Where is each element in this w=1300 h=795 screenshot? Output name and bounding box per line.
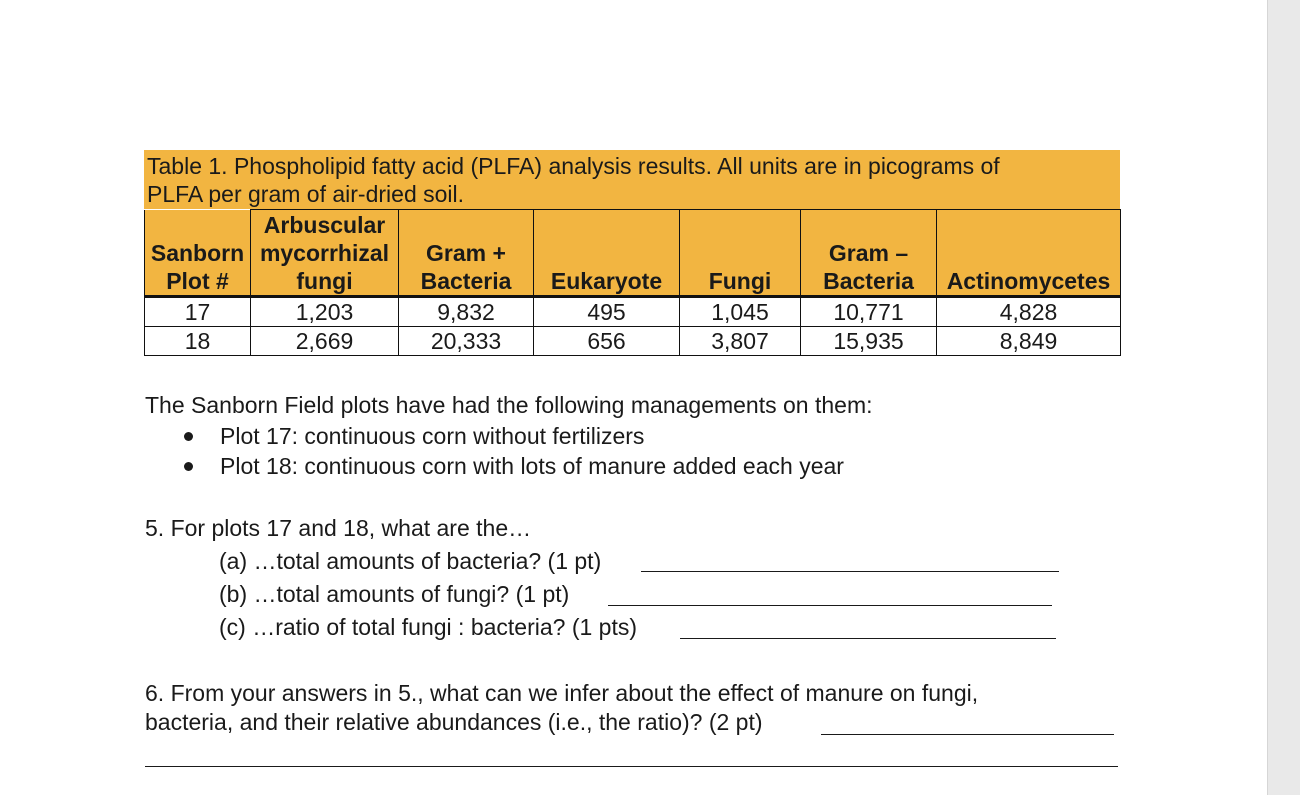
table-header-row — [145, 210, 1121, 297]
answer-6-blank-1[interactable] — [821, 734, 1114, 735]
plfa-table-block — [144, 150, 1120, 356]
table-row — [145, 297, 1121, 327]
header-eukaryote: Eukaryote — [534, 210, 680, 297]
question-6-line-1: 6. From your answers in 5., what can we infer about the effect of manure on fungi, — [145, 680, 979, 706]
cell-eukaryote: 495 — [534, 297, 680, 327]
question-5c: (c) …ratio of total fungi : bacteria? (1 pts) — [219, 614, 638, 640]
bullet-icon — [184, 462, 193, 471]
header-fungi: Fungi — [680, 210, 801, 297]
question-5b: (b) …total amounts of fungi? (1 pt) — [219, 581, 570, 607]
answer-5a-blank[interactable] — [641, 571, 1059, 572]
cell-actinomycetes: 4,828 — [937, 297, 1121, 327]
cell-gram-positive: 20,333 — [399, 327, 534, 356]
header-gram-negative: Gram – Bacteria — [801, 210, 937, 297]
answer-5b-blank[interactable] — [608, 605, 1052, 606]
caption-line-1: Table 1. Phospholipid fatty acid (PLFA) analysis results. All units are in picograms of — [147, 153, 1000, 179]
header-actinomycetes: Actinomycetes — [937, 210, 1121, 297]
cell-plot: 18 — [145, 327, 251, 356]
question-5-stem: 5. For plots 17 and 18, what are the… — [145, 515, 532, 541]
cell-plot: 17 — [145, 297, 251, 327]
header-gram-positive: Gram + Bacteria — [399, 210, 534, 297]
management-item-1: Plot 17: continuous corn without fertilizers — [220, 423, 645, 449]
cell-fungi: 1,045 — [680, 297, 801, 327]
table-row — [145, 327, 1121, 356]
management-intro: The Sanborn Field plots have had the following managements on them: — [145, 392, 873, 418]
answer-5c-blank[interactable] — [680, 638, 1056, 639]
cell-gram-negative: 10,771 — [801, 297, 937, 327]
question-6-line-2: bacteria, and their relative abundances (i.e., the ratio)? (2 pt) — [145, 709, 763, 735]
cell-amf: 1,203 — [251, 297, 399, 327]
cell-gram-positive: 9,832 — [399, 297, 534, 327]
bullet-icon — [184, 432, 193, 441]
plfa-table — [144, 209, 1121, 356]
cell-actinomycetes: 8,849 — [937, 327, 1121, 356]
cell-gram-negative: 15,935 — [801, 327, 937, 356]
question-5a: (a) …total amounts of bacteria? (1 pt) — [219, 548, 602, 574]
table-caption — [144, 150, 1120, 209]
answer-6-blank-2[interactable] — [145, 766, 1118, 767]
cell-amf: 2,669 — [251, 327, 399, 356]
scrollbar-gutter[interactable] — [1267, 0, 1300, 795]
cell-eukaryote: 656 — [534, 327, 680, 356]
cell-fungi: 3,807 — [680, 327, 801, 356]
header-amf: Arbuscular mycorrhizal fungi — [251, 210, 399, 297]
caption-line-2: PLFA per gram of air-dried soil. — [147, 181, 465, 207]
header-plot: Sanborn Plot # — [145, 210, 251, 297]
management-item-2: Plot 18: continuous corn with lots of manure added each year — [220, 453, 844, 479]
